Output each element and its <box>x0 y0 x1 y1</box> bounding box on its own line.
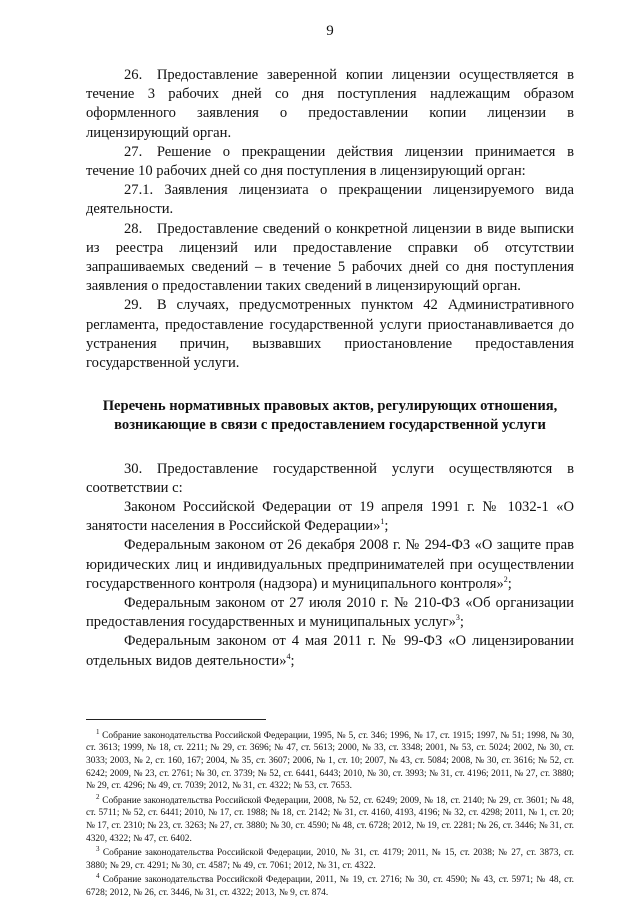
paragraph-27: 27. Решение о прекращении действия лицензии принимается в течение 10 рабочих дней со дня поступления в лицензирующий орган: <box>86 143 574 180</box>
section-license-terms <box>86 66 574 373</box>
law-item <box>86 498 574 536</box>
footnote-text: Собрание законодательства Российской Федерации, 2011, № 19, ст. 2716; № 30, ст. 4590; № 43, ст. 5971; № 48, ст. 6728; 2012, № 26, ст. 3446, № 31, ст. 4322; 2013, № 9, ст. 874. <box>86 875 575 899</box>
section-heading-line-1: Перечень нормативных правовых актов, регулирующих отношения, <box>102 398 558 415</box>
section-legal-acts <box>86 460 574 671</box>
law-item-text: Законом Российской Федерации от 19 апреля 1991 г. № 1032-1 «О занятости населения в Российской Федерации» <box>86 499 574 535</box>
footnote-divider <box>86 719 266 720</box>
footnote-number: 4 <box>96 872 100 881</box>
paragraph-28: 28. Предоставление сведений о конкретной лицензии в виде выписки из реестра лицензий или предоставление справки об отсутствии запрашиваемых сведений – в течение 5 рабочих дней со дня поступления заявления о предоставлении таких сведений в лицензирующий орган. <box>86 220 574 295</box>
page-number: 9 <box>326 23 334 39</box>
law-item-tail: ; <box>290 652 295 669</box>
footnote-number: 2 <box>96 792 100 801</box>
footnote <box>86 874 574 899</box>
section-heading-line-2: возникающие в связи с предоставлением государственной услуги <box>114 417 546 434</box>
paragraph-29: 29. В случаях, предусмотренных пунктом 42 Административного регламента, предоставление государственной услуги приостанавливается до устранения причин, вызвавших приостановление предоставления государственной услуги. <box>86 297 574 372</box>
footnotes <box>86 727 575 900</box>
law-item-tail: ; <box>507 575 512 592</box>
footnote-text: Собрание законодательства Российской Федерации, 2008, № 52, ст. 6249; 2009, № 18, ст. 2140; № 29, ст. 3601; № 48, ст. 5711; № 52, ст. 6441; 2010, № 17, ст. 1988; № 18, ст. 2142; № 31, ст. 4160, 4193, 4196; № 32, ст. 4298; 2011, № 1, ст. 20; № 17, ст. 2310; № 23, ст. 3263; № 27, ст. 3880; № 30, ст. 4590; № 48, ст. 6728; 2012, № 19, ст. 2281; № 26, ст. 3446; № 31, ст. 4320, 4322; № 47, ст. 6402. <box>86 795 575 844</box>
footnote <box>86 847 574 872</box>
footnote-text: Собрание законодательства Российской Федерации, 2010, № 31, ст. 4179; 2011, № 15, ст. 2038; № 27, ст. 3873, ст. 3880; № 29, ст. 4291; № 30, ст. 4587; № 49, ст. 7061; 2012, № 31, ст. 4322. <box>86 848 574 871</box>
footnote-ref[interactable]: 4 <box>286 651 291 661</box>
law-item-tail: ; <box>384 518 389 535</box>
footnote <box>86 727 574 793</box>
law-item <box>86 632 574 670</box>
footnote-text: Собрание законодательства Российской Федерации, 1995, № 5, ст. 346; 1996, № 17, ст. 1915; 1997, № 51; 1998, № 30, ст. 3613; 1999, № 18, ст. 2211; № 29, ст. 3696; № 47, ст. 5613; 2000, № 33, ст. 3348; 2001, № 53, ст. 5024; 2002, № 30, ст. 3033; 2003, № 2, ст. 160, 167; 2004, № 35, ст. 3607; 2006, № 1, ст. 10; 2007, № 43, ст. 5084; 2008, № 30, ст. 3616; № 52, ст. 6242; 2009, № 23, ст. 2761; № 30, ст. 3739; № 52, ст. 6441, 6443; 2010, № 30, ст. 3993; № 31, ст. 4196; 2011, № 27, ст. 3880; № 29, ст. 4296; № 49, ст. 7039; 2012, № 31, ст. 4322; № 53, ст. 7653. <box>86 730 574 792</box>
law-item <box>86 594 574 632</box>
paragraph-27-1: 27.1. Заявления лицензиата о прекращении лицензируемого вида деятельности. <box>86 182 574 218</box>
law-item-text: Федеральным законом от 4 мая 2011 г. № 99-ФЗ «О лицензировании отдельных видов деятельности» <box>86 633 574 669</box>
footnote-number: 1 <box>96 727 100 736</box>
paragraph-26: 26. Предоставление заверенной копии лицензии осуществляется в течение 3 рабочих дней со дня поступления надлежащим образом оформленного заявления о предоставлении копии лицензии в лицензирующий орган. <box>86 67 574 141</box>
law-item-text: Федеральным законом от 27 июля 2010 г. № 210-ФЗ «Об организации предоставления государственных и муниципальных услуг» <box>86 595 574 631</box>
footnote-ref[interactable]: 3 <box>455 613 460 623</box>
footnote-number: 3 <box>96 845 100 854</box>
section-heading <box>86 397 574 435</box>
law-item-text: Федеральным законом от 26 декабря 2008 г. № 294-ФЗ «О защите прав юридических лиц и индивидуальных предпринимателей при осуществлении государственного контроля (надзора) и муниципального контроля» <box>86 537 574 592</box>
law-item-tail: ; <box>459 614 464 631</box>
law-item <box>86 536 574 594</box>
footnote-ref[interactable]: 2 <box>503 575 508 585</box>
paragraph-30: 30. Предоставление государственной услуги осуществляются в соответствии с: <box>86 460 574 496</box>
footnote <box>86 792 575 845</box>
footnote-ref[interactable]: 1 <box>380 517 385 527</box>
